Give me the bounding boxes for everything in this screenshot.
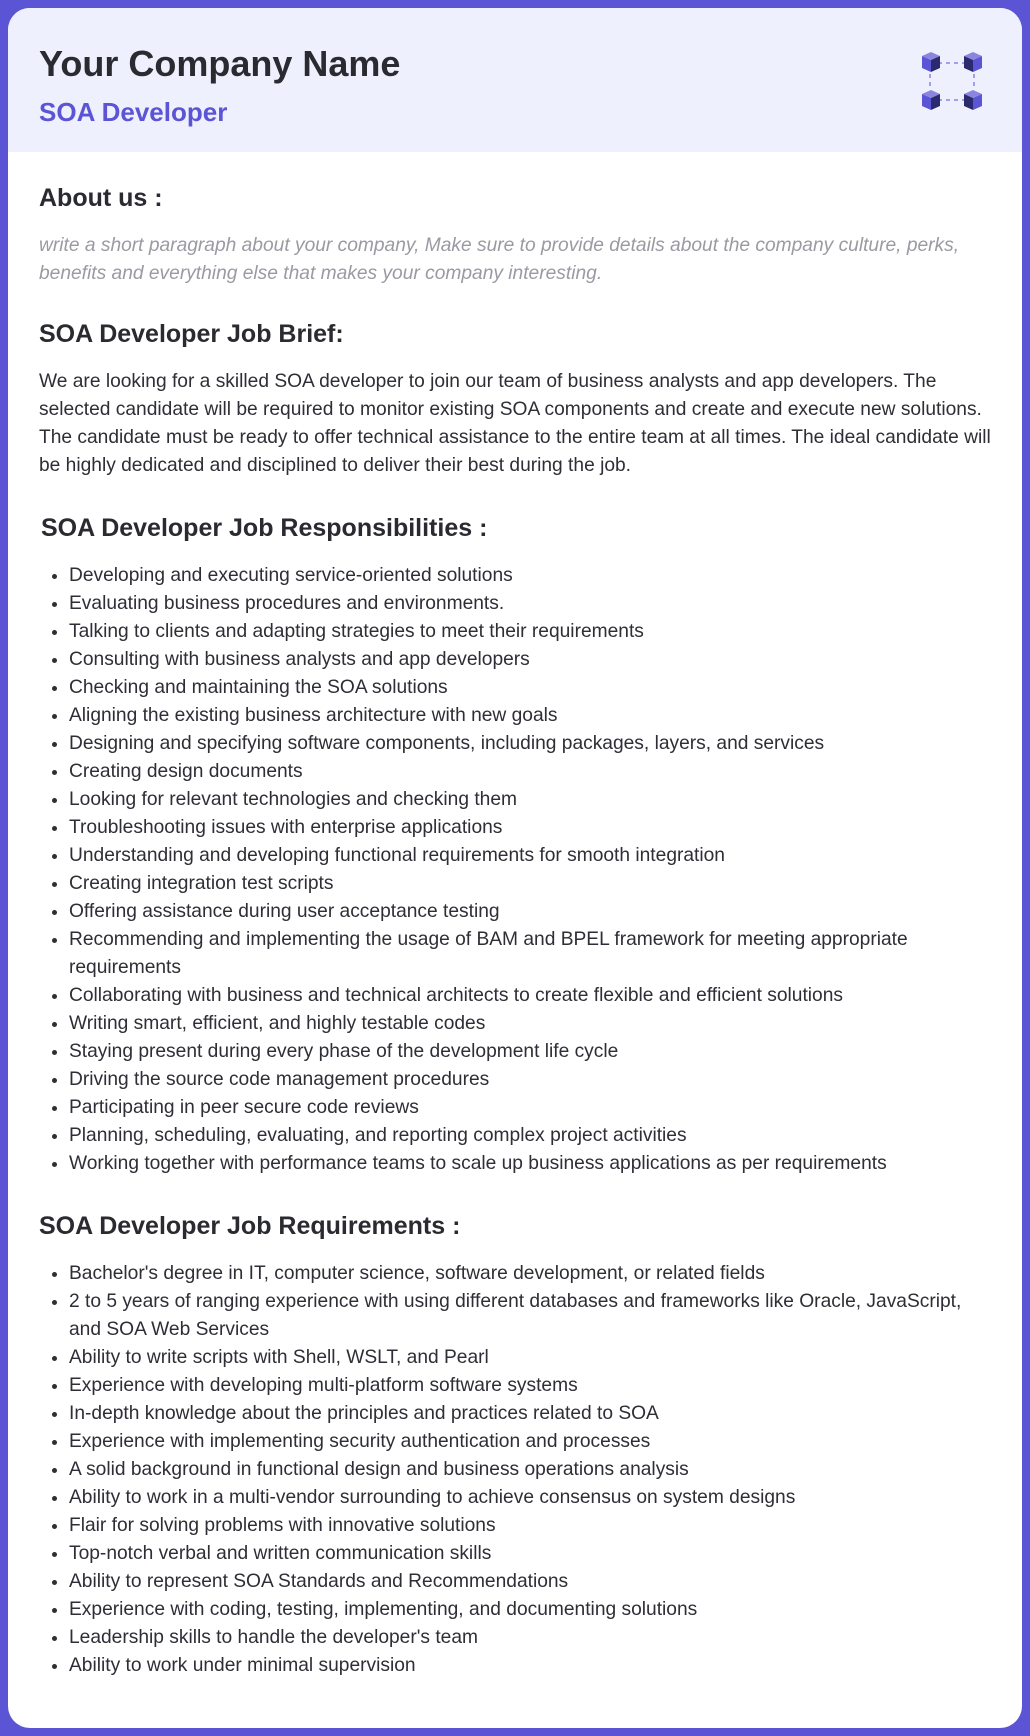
- list-item: • Flair for solving problems with innovative solutions: [69, 1512, 991, 1540]
- list-item: • Consulting with business analysts and app developers: [69, 646, 991, 674]
- list-item: • A solid background in functional design and business operations analysis: [69, 1456, 991, 1484]
- list-item: • Talking to clients and adapting strategies to meet their requirements: [69, 618, 991, 646]
- list-item: • Staying present during every phase of the development life cycle: [69, 1038, 991, 1066]
- job-description-card: [8, 8, 1022, 1728]
- list-item: • Experience with developing multi-platform software systems: [69, 1372, 991, 1400]
- content: [8, 182, 1022, 1680]
- list-item: • 2 to 5 years of ranging experience with using different databases and frameworks like Oracle, JavaScript, and SOA Web Services: [69, 1288, 991, 1344]
- list-item: • Driving the source code management procedures: [69, 1066, 991, 1094]
- list-item: • Ability to work under minimal supervision: [69, 1652, 991, 1680]
- list-item: • Planning, scheduling, evaluating, and reporting complex project activities: [69, 1122, 991, 1150]
- responsibilities-list: [39, 562, 991, 1178]
- requirements-heading: SOA Developer Job Requirements :: [39, 1212, 461, 1240]
- requirements-list: [39, 1260, 991, 1680]
- list-item: • Troubleshooting issues with enterprise applications: [69, 814, 991, 842]
- list-item: • Developing and executing service-oriented solutions: [69, 562, 991, 590]
- list-item: • Looking for relevant technologies and checking them: [69, 786, 991, 814]
- list-item: • Experience with implementing security authentication and processes: [69, 1428, 991, 1456]
- cube-network-logo-icon: [920, 48, 984, 114]
- list-item: • Checking and maintaining the SOA solutions: [69, 674, 991, 702]
- company-name: Your Company Name: [39, 43, 401, 84]
- list-item: • Top-notch verbal and written communication skills: [69, 1540, 991, 1568]
- list-item: • Recommending and implementing the usage of BAM and BPEL framework for meeting appropriate requirements: [69, 926, 991, 982]
- list-item: • Ability to write scripts with Shell, WSLT, and Pearl: [69, 1344, 991, 1372]
- about-heading: About us :: [39, 184, 163, 212]
- list-item: • Understanding and developing functional requirements for smooth integration: [69, 842, 991, 870]
- list-item: • Aligning the existing business architecture with new goals: [69, 702, 991, 730]
- list-item: • Creating design documents: [69, 758, 991, 786]
- list-item: • Working together with performance teams to scale up business applications as per requirements: [69, 1150, 991, 1178]
- list-item: • In-depth knowledge about the principles and practices related to SOA: [69, 1400, 991, 1428]
- responsibilities-heading: SOA Developer Job Responsibilities :: [41, 514, 488, 542]
- list-item: • Creating integration test scripts: [69, 870, 991, 898]
- list-item: • Ability to represent SOA Standards and Recommendations: [69, 1568, 991, 1596]
- list-item: • Collaborating with business and technical architects to create flexible and efficient solutions: [69, 982, 991, 1010]
- list-item: • Ability to work in a multi-vendor surrounding to achieve consensus on system designs: [69, 1484, 991, 1512]
- list-item: • Writing smart, efficient, and highly testable codes: [69, 1010, 991, 1038]
- list-item: • Offering assistance during user acceptance testing: [69, 898, 991, 926]
- job-brief-heading: SOA Developer Job Brief:: [39, 320, 344, 348]
- list-item: • Designing and specifying software components, including packages, layers, and services: [69, 730, 991, 758]
- list-item: • Evaluating business procedures and environments.: [69, 590, 991, 618]
- job-title: SOA Developer: [39, 97, 228, 127]
- list-item: • Experience with coding, testing, implementing, and documenting solutions: [69, 1596, 991, 1624]
- list-item: • Participating in peer secure code reviews: [69, 1094, 991, 1122]
- header: [8, 8, 1022, 152]
- about-text: write a short paragraph about your company, Make sure to provide details about the company culture, perks, benefits and everything else that makes your company interesting.: [39, 235, 960, 284]
- list-item: • Bachelor's degree in IT, computer science, software development, or related fields: [69, 1260, 991, 1288]
- job-brief-text: We are looking for a skilled SOA developer to join our team of business analysts and app developers. The selected candidate will be required to monitor existing SOA components and create and execute new solutions. The candidate must be ready to offer technical assistance to the entire team at all times. The ideal candidate will be highly dedicated and disciplined to deliver their best during the job.: [39, 371, 991, 476]
- list-item: • Leadership skills to handle the developer's team: [69, 1624, 991, 1652]
